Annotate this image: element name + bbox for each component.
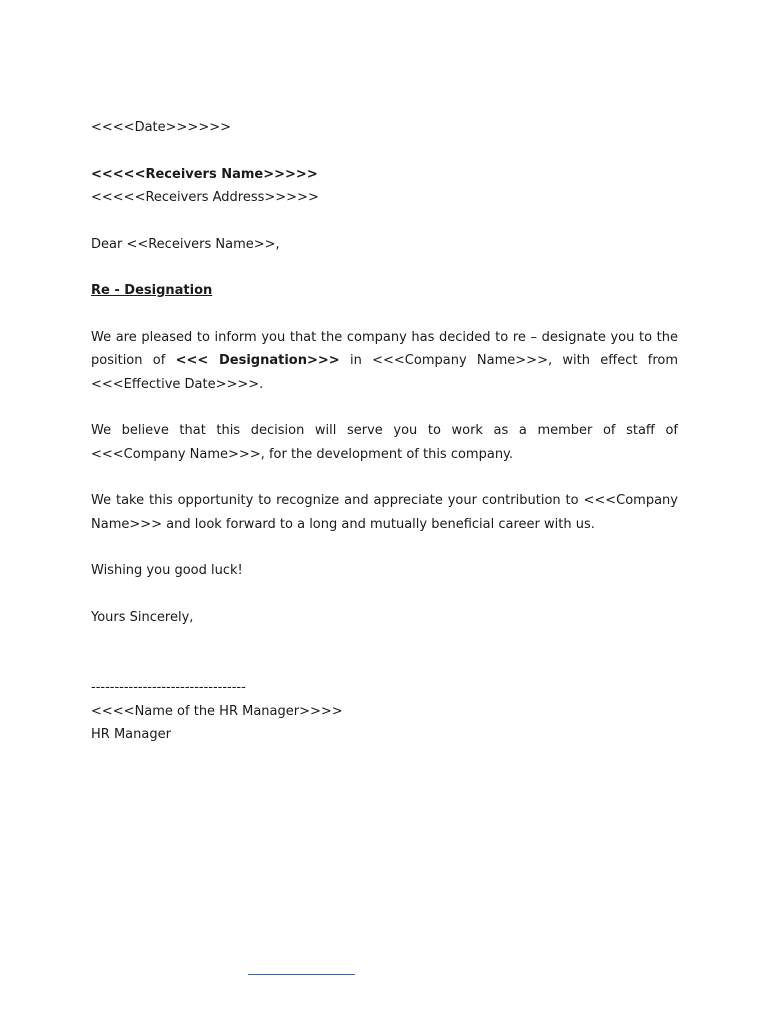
- receiver-name: <<<<<Receivers Name>>>>>: [91, 166, 318, 182]
- paragraph-3: We take this opportunity to recognize and appreciate your contribution to <<<Company Name>>> and look forward to a long and mutually beneficial career with us.: [91, 493, 678, 532]
- signature-line: ---------------------------------: [91, 680, 246, 695]
- paragraph-2: We believe that this decision will serve you to work as a member of staff of <<<Company Name>>>, for the development of this company.: [91, 423, 678, 462]
- signer-title: HR Manager: [91, 727, 171, 742]
- signer-name: <<<<Name of the HR Manager>>>>: [91, 703, 343, 719]
- letter-date: <<<<Date>>>>>>: [91, 120, 231, 135]
- paragraph-1: [91, 326, 678, 397]
- salutation: Dear <<Receivers Name>>,: [91, 236, 280, 252]
- letter-body: [91, 116, 678, 747]
- paragraph-1-text-b: in <<<Company Name>>>, with effect from <<<Effective Date>>>>.: [91, 353, 679, 392]
- receiver-address: <<<<<Receivers Address>>>>>: [91, 190, 319, 205]
- designation-placeholder: <<< Designation>>>: [175, 353, 340, 368]
- paragraph-1-text-a: We are pleased to inform you that the company has decided to re – designate you to the position of: [91, 329, 678, 368]
- wish-line: Wishing you good luck!: [91, 563, 243, 578]
- subject-text: Re - Designation: [91, 283, 213, 298]
- subject-line: [91, 279, 678, 303]
- footer-link-underline[interactable]: [248, 974, 355, 975]
- closing-line: Yours Sincerely,: [91, 609, 194, 625]
